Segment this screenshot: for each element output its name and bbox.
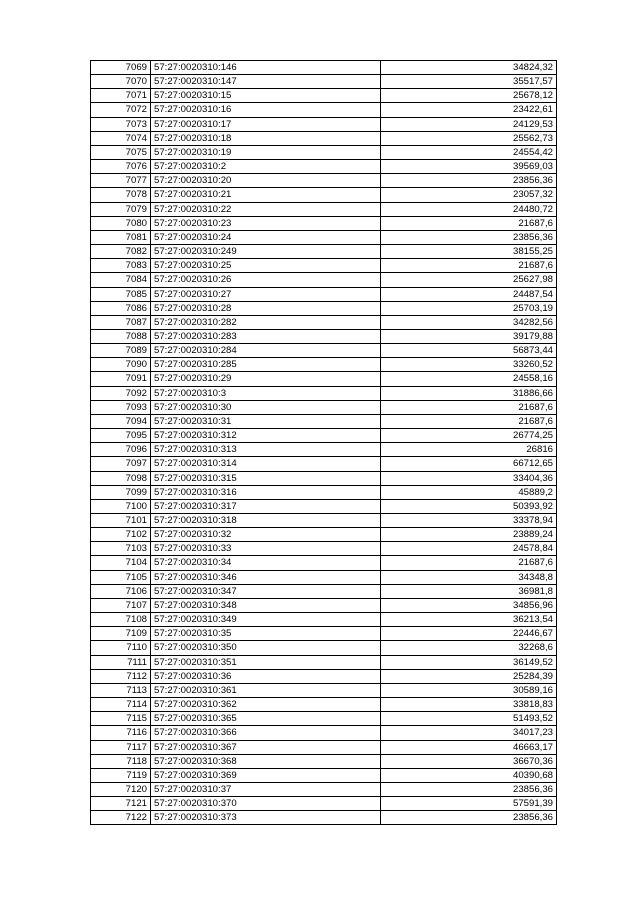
value-cell: 23889,24 bbox=[381, 528, 557, 542]
row-number-cell: 7116 bbox=[91, 726, 151, 740]
cadastral-number-cell: 57:27:0020310:367 bbox=[151, 740, 381, 754]
table-row bbox=[91, 358, 557, 372]
table-row bbox=[91, 740, 557, 754]
table-row bbox=[91, 556, 557, 570]
cadastral-number-cell: 57:27:0020310:36 bbox=[151, 669, 381, 683]
cadastral-number-cell: 57:27:0020310:282 bbox=[151, 315, 381, 329]
table-row bbox=[91, 131, 557, 145]
table-row bbox=[91, 811, 557, 825]
row-number-cell: 7083 bbox=[91, 259, 151, 273]
value-cell: 26816 bbox=[381, 443, 557, 457]
row-number-cell: 7076 bbox=[91, 160, 151, 174]
row-number-cell: 7086 bbox=[91, 301, 151, 315]
cadastral-number-cell: 57:27:0020310:19 bbox=[151, 145, 381, 159]
cadastral-number-cell: 57:27:0020310:373 bbox=[151, 811, 381, 825]
cadastral-number-cell: 57:27:0020310:27 bbox=[151, 287, 381, 301]
cadastral-value-table bbox=[90, 60, 557, 825]
table-row bbox=[91, 287, 557, 301]
row-number-cell: 7094 bbox=[91, 414, 151, 428]
row-number-cell: 7078 bbox=[91, 188, 151, 202]
cadastral-number-cell: 57:27:0020310:26 bbox=[151, 273, 381, 287]
value-cell: 51493,52 bbox=[381, 712, 557, 726]
cadastral-number-cell: 57:27:0020310:351 bbox=[151, 655, 381, 669]
value-cell: 24558,16 bbox=[381, 372, 557, 386]
cadastral-number-cell: 57:27:0020310:362 bbox=[151, 698, 381, 712]
row-number-cell: 7080 bbox=[91, 216, 151, 230]
table-row bbox=[91, 655, 557, 669]
cadastral-number-cell: 57:27:0020310:346 bbox=[151, 570, 381, 584]
row-number-cell: 7069 bbox=[91, 61, 151, 75]
row-number-cell: 7098 bbox=[91, 471, 151, 485]
cadastral-number-cell: 57:27:0020310:16 bbox=[151, 103, 381, 117]
cadastral-number-cell: 57:27:0020310:349 bbox=[151, 613, 381, 627]
cadastral-number-cell: 57:27:0020310:146 bbox=[151, 61, 381, 75]
value-cell: 21687,6 bbox=[381, 400, 557, 414]
table-row bbox=[91, 103, 557, 117]
table-row bbox=[91, 528, 557, 542]
value-cell: 25703,19 bbox=[381, 301, 557, 315]
value-cell: 25562,73 bbox=[381, 131, 557, 145]
cadastral-number-cell: 57:27:0020310:317 bbox=[151, 499, 381, 513]
row-number-cell: 7097 bbox=[91, 457, 151, 471]
cadastral-number-cell: 57:27:0020310:24 bbox=[151, 230, 381, 244]
value-cell: 23422,61 bbox=[381, 103, 557, 117]
row-number-cell: 7071 bbox=[91, 89, 151, 103]
table-row bbox=[91, 443, 557, 457]
row-number-cell: 7079 bbox=[91, 202, 151, 216]
row-number-cell: 7102 bbox=[91, 528, 151, 542]
cadastral-number-cell: 57:27:0020310:15 bbox=[151, 89, 381, 103]
value-cell: 21687,6 bbox=[381, 414, 557, 428]
row-number-cell: 7122 bbox=[91, 811, 151, 825]
table-row bbox=[91, 315, 557, 329]
table-row bbox=[91, 485, 557, 499]
value-cell: 21687,6 bbox=[381, 259, 557, 273]
value-cell: 66712,65 bbox=[381, 457, 557, 471]
value-cell: 33818,83 bbox=[381, 698, 557, 712]
table-row bbox=[91, 188, 557, 202]
table-row bbox=[91, 613, 557, 627]
table-row bbox=[91, 514, 557, 528]
cadastral-number-cell: 57:27:0020310:28 bbox=[151, 301, 381, 315]
table-row bbox=[91, 669, 557, 683]
cadastral-number-cell: 57:27:0020310:147 bbox=[151, 75, 381, 89]
table-row bbox=[91, 117, 557, 131]
cadastral-number-cell: 57:27:0020310:315 bbox=[151, 471, 381, 485]
value-cell: 26774,25 bbox=[381, 429, 557, 443]
cadastral-number-cell: 57:27:0020310:370 bbox=[151, 797, 381, 811]
cadastral-number-cell: 57:27:0020310:361 bbox=[151, 683, 381, 697]
row-number-cell: 7110 bbox=[91, 641, 151, 655]
row-number-cell: 7105 bbox=[91, 570, 151, 584]
row-number-cell: 7072 bbox=[91, 103, 151, 117]
row-number-cell: 7088 bbox=[91, 329, 151, 343]
row-number-cell: 7101 bbox=[91, 514, 151, 528]
table-row bbox=[91, 89, 557, 103]
table-row bbox=[91, 726, 557, 740]
row-number-cell: 7099 bbox=[91, 485, 151, 499]
value-cell: 34856,96 bbox=[381, 598, 557, 612]
value-cell: 33378,94 bbox=[381, 514, 557, 528]
table-row bbox=[91, 344, 557, 358]
value-cell: 36670,36 bbox=[381, 754, 557, 768]
row-number-cell: 7091 bbox=[91, 372, 151, 386]
row-number-cell: 7109 bbox=[91, 627, 151, 641]
cadastral-number-cell: 57:27:0020310:29 bbox=[151, 372, 381, 386]
cadastral-number-cell: 57:27:0020310:31 bbox=[151, 414, 381, 428]
row-number-cell: 7118 bbox=[91, 754, 151, 768]
value-cell: 39569,03 bbox=[381, 160, 557, 174]
row-number-cell: 7073 bbox=[91, 117, 151, 131]
value-cell: 34824,32 bbox=[381, 61, 557, 75]
row-number-cell: 7111 bbox=[91, 655, 151, 669]
cadastral-number-cell: 57:27:0020310:249 bbox=[151, 245, 381, 259]
row-number-cell: 7084 bbox=[91, 273, 151, 287]
cadastral-number-cell: 57:27:0020310:369 bbox=[151, 768, 381, 782]
cadastral-number-cell: 57:27:0020310:283 bbox=[151, 329, 381, 343]
row-number-cell: 7114 bbox=[91, 698, 151, 712]
cadastral-number-cell: 57:27:0020310:368 bbox=[151, 754, 381, 768]
table-row bbox=[91, 301, 557, 315]
row-number-cell: 7113 bbox=[91, 683, 151, 697]
row-number-cell: 7093 bbox=[91, 400, 151, 414]
table-row bbox=[91, 457, 557, 471]
table-row bbox=[91, 627, 557, 641]
value-cell: 25284,39 bbox=[381, 669, 557, 683]
table-row bbox=[91, 499, 557, 513]
row-number-cell: 7077 bbox=[91, 174, 151, 188]
cadastral-number-cell: 57:27:0020310:2 bbox=[151, 160, 381, 174]
row-number-cell: 7090 bbox=[91, 358, 151, 372]
value-cell: 45889,2 bbox=[381, 485, 557, 499]
cadastral-number-cell: 57:27:0020310:318 bbox=[151, 514, 381, 528]
cadastral-number-cell: 57:27:0020310:316 bbox=[151, 485, 381, 499]
cadastral-number-cell: 57:27:0020310:30 bbox=[151, 400, 381, 414]
cadastral-number-cell: 57:27:0020310:35 bbox=[151, 627, 381, 641]
cadastral-number-cell: 57:27:0020310:350 bbox=[151, 641, 381, 655]
table-row bbox=[91, 429, 557, 443]
table-row bbox=[91, 230, 557, 244]
value-cell: 35517,57 bbox=[381, 75, 557, 89]
cadastral-number-cell: 57:27:0020310:33 bbox=[151, 542, 381, 556]
value-cell: 23856,36 bbox=[381, 811, 557, 825]
value-cell: 36149,52 bbox=[381, 655, 557, 669]
table-row bbox=[91, 160, 557, 174]
value-cell: 22446,67 bbox=[381, 627, 557, 641]
cadastral-number-cell: 57:27:0020310:314 bbox=[151, 457, 381, 471]
table-row bbox=[91, 712, 557, 726]
table-body bbox=[91, 61, 557, 825]
value-cell: 24578,84 bbox=[381, 542, 557, 556]
value-cell: 46663,17 bbox=[381, 740, 557, 754]
value-cell: 39179,88 bbox=[381, 329, 557, 343]
table-row bbox=[91, 797, 557, 811]
cadastral-number-cell: 57:27:0020310:285 bbox=[151, 358, 381, 372]
value-cell: 23856,36 bbox=[381, 782, 557, 796]
table-row bbox=[91, 61, 557, 75]
value-cell: 40390,68 bbox=[381, 768, 557, 782]
table-row bbox=[91, 202, 557, 216]
table-row bbox=[91, 584, 557, 598]
value-cell: 31886,66 bbox=[381, 386, 557, 400]
cadastral-number-cell: 57:27:0020310:3 bbox=[151, 386, 381, 400]
row-number-cell: 7100 bbox=[91, 499, 151, 513]
value-cell: 25627,98 bbox=[381, 273, 557, 287]
cadastral-number-cell: 57:27:0020310:32 bbox=[151, 528, 381, 542]
cadastral-number-cell: 57:27:0020310:23 bbox=[151, 216, 381, 230]
row-number-cell: 7112 bbox=[91, 669, 151, 683]
table-row bbox=[91, 386, 557, 400]
row-number-cell: 7108 bbox=[91, 613, 151, 627]
cadastral-number-cell: 57:27:0020310:37 bbox=[151, 782, 381, 796]
cadastral-number-cell: 57:27:0020310:284 bbox=[151, 344, 381, 358]
row-number-cell: 7075 bbox=[91, 145, 151, 159]
value-cell: 32268,6 bbox=[381, 641, 557, 655]
table-row bbox=[91, 570, 557, 584]
value-cell: 21687,6 bbox=[381, 556, 557, 570]
value-cell: 50393,92 bbox=[381, 499, 557, 513]
row-number-cell: 7089 bbox=[91, 344, 151, 358]
cadastral-number-cell: 57:27:0020310:20 bbox=[151, 174, 381, 188]
row-number-cell: 7104 bbox=[91, 556, 151, 570]
row-number-cell: 7106 bbox=[91, 584, 151, 598]
row-number-cell: 7119 bbox=[91, 768, 151, 782]
cadastral-number-cell: 57:27:0020310:34 bbox=[151, 556, 381, 570]
cadastral-number-cell: 57:27:0020310:21 bbox=[151, 188, 381, 202]
row-number-cell: 7087 bbox=[91, 315, 151, 329]
row-number-cell: 7082 bbox=[91, 245, 151, 259]
row-number-cell: 7096 bbox=[91, 443, 151, 457]
row-number-cell: 7092 bbox=[91, 386, 151, 400]
table-row bbox=[91, 782, 557, 796]
table-row bbox=[91, 414, 557, 428]
table-row bbox=[91, 471, 557, 485]
cadastral-number-cell: 57:27:0020310:313 bbox=[151, 443, 381, 457]
row-number-cell: 7107 bbox=[91, 598, 151, 612]
table-row bbox=[91, 372, 557, 386]
row-number-cell: 7120 bbox=[91, 782, 151, 796]
value-cell: 34282,56 bbox=[381, 315, 557, 329]
row-number-cell: 7115 bbox=[91, 712, 151, 726]
table-row bbox=[91, 400, 557, 414]
value-cell: 34017,23 bbox=[381, 726, 557, 740]
value-cell: 56873,44 bbox=[381, 344, 557, 358]
value-cell: 34348,8 bbox=[381, 570, 557, 584]
value-cell: 24554,42 bbox=[381, 145, 557, 159]
row-number-cell: 7117 bbox=[91, 740, 151, 754]
document-page bbox=[90, 60, 556, 825]
table-row bbox=[91, 145, 557, 159]
cadastral-number-cell: 57:27:0020310:312 bbox=[151, 429, 381, 443]
table-row bbox=[91, 75, 557, 89]
table-row bbox=[91, 641, 557, 655]
value-cell: 36213,54 bbox=[381, 613, 557, 627]
cadastral-number-cell: 57:27:0020310:348 bbox=[151, 598, 381, 612]
table-row bbox=[91, 768, 557, 782]
row-number-cell: 7081 bbox=[91, 230, 151, 244]
table-row bbox=[91, 273, 557, 287]
cadastral-number-cell: 57:27:0020310:347 bbox=[151, 584, 381, 598]
value-cell: 24129,53 bbox=[381, 117, 557, 131]
table-row bbox=[91, 698, 557, 712]
row-number-cell: 7103 bbox=[91, 542, 151, 556]
value-cell: 23856,36 bbox=[381, 230, 557, 244]
row-number-cell: 7070 bbox=[91, 75, 151, 89]
value-cell: 23057,32 bbox=[381, 188, 557, 202]
value-cell: 33404,36 bbox=[381, 471, 557, 485]
table-row bbox=[91, 598, 557, 612]
cadastral-number-cell: 57:27:0020310:25 bbox=[151, 259, 381, 273]
value-cell: 33260,52 bbox=[381, 358, 557, 372]
value-cell: 21687,6 bbox=[381, 216, 557, 230]
table-row bbox=[91, 542, 557, 556]
row-number-cell: 7095 bbox=[91, 429, 151, 443]
cadastral-number-cell: 57:27:0020310:366 bbox=[151, 726, 381, 740]
value-cell: 38155,25 bbox=[381, 245, 557, 259]
row-number-cell: 7074 bbox=[91, 131, 151, 145]
cadastral-number-cell: 57:27:0020310:22 bbox=[151, 202, 381, 216]
table-row bbox=[91, 683, 557, 697]
cadastral-number-cell: 57:27:0020310:17 bbox=[151, 117, 381, 131]
cadastral-number-cell: 57:27:0020310:18 bbox=[151, 131, 381, 145]
table-row bbox=[91, 216, 557, 230]
table-row bbox=[91, 329, 557, 343]
value-cell: 24487,54 bbox=[381, 287, 557, 301]
table-row bbox=[91, 754, 557, 768]
value-cell: 30589,16 bbox=[381, 683, 557, 697]
row-number-cell: 7085 bbox=[91, 287, 151, 301]
table-row bbox=[91, 245, 557, 259]
value-cell: 57591,39 bbox=[381, 797, 557, 811]
value-cell: 36981,8 bbox=[381, 584, 557, 598]
value-cell: 23856,36 bbox=[381, 174, 557, 188]
value-cell: 24480,72 bbox=[381, 202, 557, 216]
table-row bbox=[91, 259, 557, 273]
cadastral-number-cell: 57:27:0020310:365 bbox=[151, 712, 381, 726]
table-row bbox=[91, 174, 557, 188]
value-cell: 25678,12 bbox=[381, 89, 557, 103]
row-number-cell: 7121 bbox=[91, 797, 151, 811]
